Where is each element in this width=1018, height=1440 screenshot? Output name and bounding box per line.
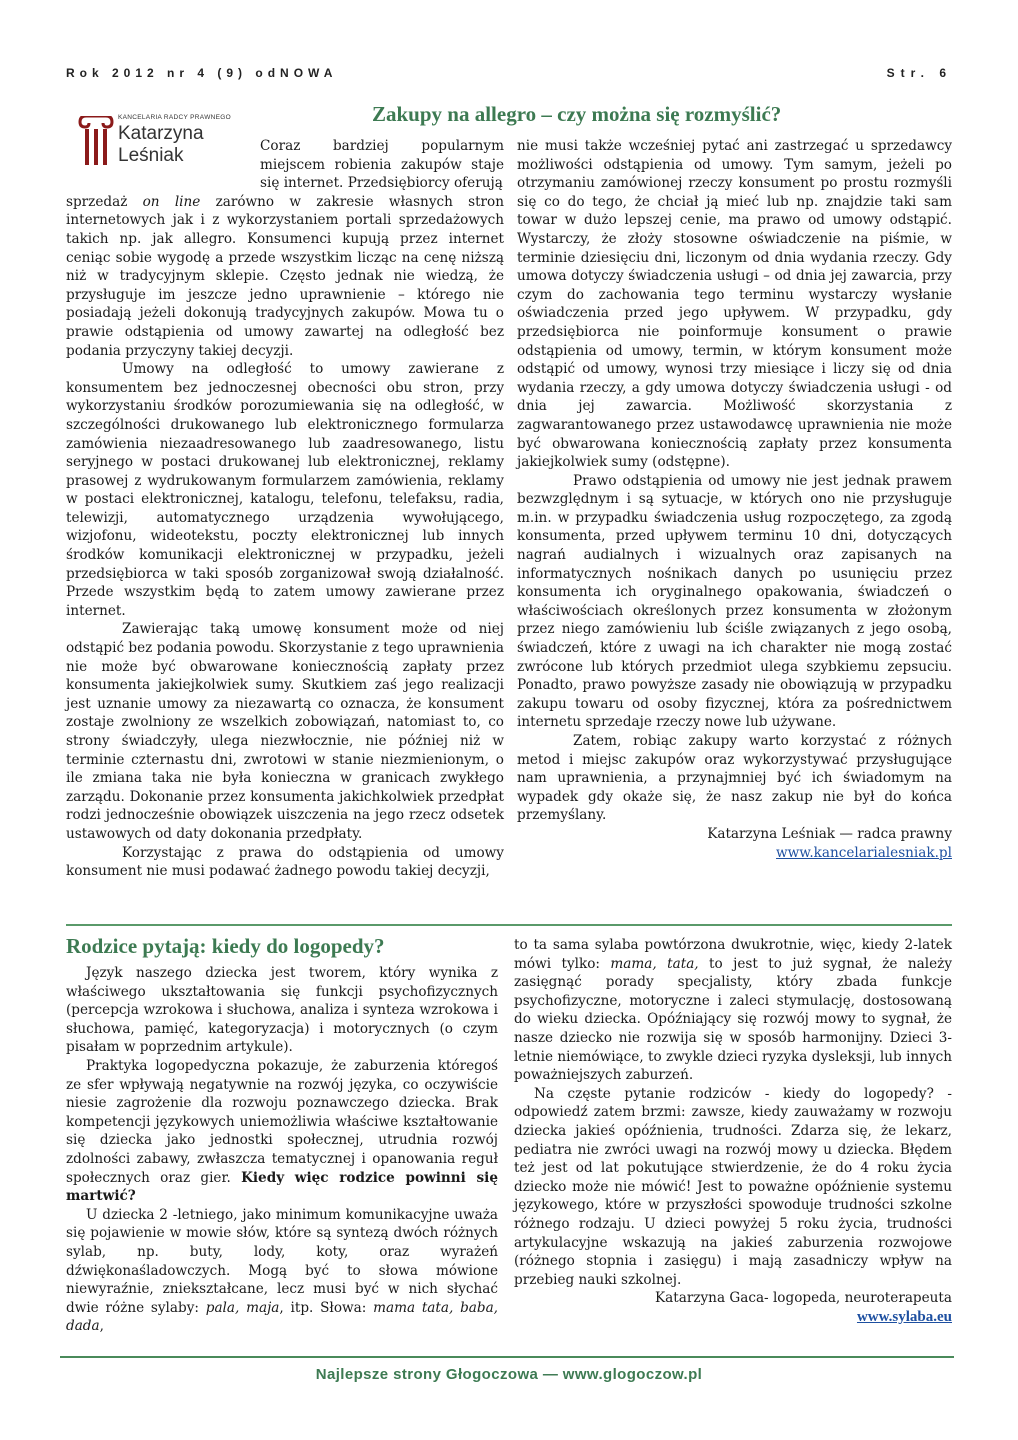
article1-right-p3: Zatem, robiąc zakupy warto korzystać z różnych metod i miejsc zakupów oraz wykorzystywać przysługujące nam uprawnienia, a przynajmniej być ich świadomym na wypadek gdy okaże się, że nasz zakup nie był do końca przemyślany. xyxy=(517,733,952,824)
article1-signature: Katarzyna Leśniak — radca prawny xyxy=(707,825,952,842)
article2-right-col xyxy=(514,936,952,1326)
article2-signature: Katarzyna Gaca- logopeda, neuroterapeuta xyxy=(655,1290,952,1307)
footer-rule xyxy=(60,1356,954,1358)
article2-right-p2: Na częste pytanie rodziców - kiedy do logopedy? - odpowiedź zatem brzmi: zawsze, kiedy zauważamy w rozwoju dziecka jakieś opóźnienia, trudności. Zdarza się, że lekarz, pediatra nie zwróci uwagi na rozwój mowy u dziecka. Błędem też jest od lat pokutujące stwierdzenie, że do 4 roku życia dziecko może nie mówić! Jest to poważne opóźnienie systemu językowego, które w przyszłości spowoduje trudności szkolne różnego rodzaju. U dzieci powyżej 5 roku życia, trudności artykulacyjne wskazują na jakieś zaburzenia rozwojowe (różnego stopnia i zasięgu) i mają zasadniczy wpływ na przebieg nauki szkolnej. xyxy=(514,1085,952,1288)
article2-right-p1: to ta sama sylaba powtórzona dwukrotnie, więc, kiedy 2-latek mówi tylko: mama, tata, to jest to już sygnał, że należy zasięgnąć porady specjalisty, który zbada funkcje psychofizyczne, motoryczne i zaleci stymulację, dostosowaną do wieku dziecka. Opóźniający się rozwój mowy to sygnał, że nasze dziecko nie rozwija się w sposób harmonijny. Dzieci 3-letnie niemówiące, to zwykle dzieci ryzyka dysleksji, lub innych poważniejszych zaburzeń. xyxy=(514,937,952,1084)
article2-p1: Język naszego dziecka jest tworem, który wynika z właściwego ukształtowania się funkcji psychofizycznych (percepcja wzrokowa i słuchowa, analiza i synteza wzrokowa i słuchowa, pamięć, kategoryzacja) i motorycznych (o czym pisałam w poprzednim artykule). xyxy=(66,965,498,1056)
article1-left-col xyxy=(66,137,504,881)
article2-title: Rodzice pytają: kiedy do logopedy? xyxy=(66,934,385,958)
article1-p2: Umowy na odległość to umowy zawierane z konsumentem bez jednoczesnej obecności obu stron, przy wykorzystaniu środków porozumiewania się na odległość, w szczególności drukowanego lub elektronicznego formularza zamówienia niezaadresowanego lub zaadresowanego, listu seryjnego w postaci drukowanej lub elektronicznej, reklamy prasowej z wydrukowanym formularzem zamówienia, reklamy w postaci elektronicznej, katalogu, telefonu, telefaksu, radia, telewizji, automatycznego urządzenia wywołującego, wizjofonu, wideotekstu, poczty elektronicznej lub innych środków komunikacji elektronicznej w przypadku, jeżeli przedsiębiorca w taki sposób zorganizował swoją działalność. Przede wszystkim będą to zatem umowy zawierane przez internet. xyxy=(66,361,504,619)
logo-name-first: Katarzyna xyxy=(118,123,204,144)
logo-name-last: Leśniak xyxy=(118,145,184,166)
header-issue: Rok 2012 nr 4 (9) odNOWA xyxy=(66,66,338,80)
article1-right-col xyxy=(517,137,952,862)
logo-subtitle: KANCELARIA RADCY PRAWNEGO xyxy=(118,114,231,121)
article1-right-p1: nie musi także wcześniej pytać ani zastrzegać u sprzedawcy możliwości odstąpienia od umowy. Tym samym, jeżeli po otrzymaniu zamówionej rzeczy konsument po prostu rozmyśli się co do tego, że chciał ją mieć lub np. znajdzie taki sam towar w dużo lepszej cenie, ma prawo od umowy odstąpić. Wystarczy, że złoży stosowne oświadczenie na piśmie, w terminie dziesięciu dni, liczonym od dnia wydania rzeczy. Gdy umowa dotyczy świadczenia usługi – od dnia jej zawarcia, przy czym do zachowania tego terminu wystarczy wysłanie oświadczenia przed jego upływem. W przypadku, gdy przedsiębiorca nie poinformuje konsument o prawie odstąpienia od umowy, termin, w którym konsument może odstąpić od umowy, wynosi trzy miesiące i liczy się od dnia wydania rzeczy, a gdy umowa dotyczy świadczenia usługi - od dnia jej zawarcia. Możliwość skorzystania z zagwarantowanego przez ustawodawcę uprawnienia nie może być obwarowana koniecznością zapłaty przez konsumenta jakiejkolwiek sumy (odstępne). xyxy=(517,138,952,471)
article1-link-wrap xyxy=(517,844,952,863)
article1-p1a: Coraz bardziej popularnym miejscem robienia zakupów staje się internet. Przedsiębiorcy oferują xyxy=(260,138,504,192)
sylaba-link[interactable]: www.sylaba.eu xyxy=(856,1308,952,1325)
article1-title: Zakupy na allegro – czy można się rozmyślić? xyxy=(372,102,782,126)
article2-question: Kiedy więc rodzice powinni się martwić? xyxy=(66,1169,498,1205)
article1-p1b: sprzedaż on line zarówno w zakresie własnych stron internetowych jak i z wykorzystaniem portali sprzedażowych takich np. jak allegro. Konsumenci kupują przez internet ceniąc sobie wygodę a przede wszystkim licząc na cenę niższą niż w tradycyjnym sklepie. Często jednak nie wiedzą, że przysługuje im jeszcze jedno uprawnienie – którego nie posiadają jeżeli dokonują tradycyjnych zakupów. Mowa tu o prawie odstąpienia od umowy zawartej na odległość bez podania przyczyny takiej decyzji. xyxy=(66,193,504,359)
article-divider xyxy=(66,924,952,926)
article1-intro-wrap xyxy=(260,137,504,193)
footer-text: Najlepsze strony Głogoczowa — www.glogoczow.pl xyxy=(315,1366,703,1383)
kancelaria-link[interactable]: www.kancelarialesniak.pl xyxy=(776,844,952,861)
article2-left-col xyxy=(66,964,498,1336)
article2-link-wrap xyxy=(514,1308,952,1327)
article1-p4: Korzystając z prawa do odstąpienia od umowy konsument nie musi podawać żadnego powodu takiej decyzji, xyxy=(66,844,504,880)
article1-p3: Zawierając taką umowę konsument może od niej odstąpić bez podania powodu. Skorzystanie z tego uprawnienia nie może być obwarowane koniecznością zapłaty przez konsumenta jakiejkolwiek sumy. Skutkiem zaś jego realizacji jest uznanie umowy za niezawartą co oznacza, że konsument zostaje zwolniony ze wszelkich zobowiązań, natomiast to, co strony świadczyły, ulega niezwłocznie, nie później niż w terminie czternastu dni, zwrotowi w stanie niezmienionym, o ile zmiana taka nie była konieczna w granicach zwykłego zarządu. Dokonanie przez konsumenta jakichkolwiek przedpłat rodzi jednocześnie obowiązek uiszczenia na jego rzecz odsetek ustawowych od daty dokonania przedpłaty. xyxy=(66,621,505,842)
article1-right-p2: Prawo odstąpienia od umowy nie jest jednak prawem bezwzględnym i są sytuacje, w których ono nie przysługuje m.in. w przypadku świadczenia usług rozpoczętego, za zgodą konsumenta, przed upływem terminu 10 dni, dotyczących nagrań audialnych i wizualnych oraz zapisanych na informatycznych nośnikach danych po usunięciu przez konsumenta ich oryginalnego opakowania, świadczeń o właściwościach określonych przez konsumenta w złożonym przez niego zamówieniu lub ściśle związanych z jego osobą, świadczeń, które z uwagi na ich charakter nie mogą zostać zwrócone lub których przedmiot ulega szybkiemu zepsuciu. Ponadto, prawo powyższe zasady nie obowiązują w przypadku zakupu towaru od osoby fizycznej, która za pośrednictwem internetu sprzedaje rzeczy nowe lub używane. xyxy=(517,472,952,731)
article2-p3: U dziecka 2 -letniego, jako minimum komunikacyjne uważa się pojawienie w mowie słów, które są syntezą dwóch różnych sylab, np. buty, lody, koty, oraz wyrażeń dźwiękonaśladowczych. Mogą być to słowa mówione niewyraźnie, zniekształcane, lecz musi być w nich słychać dwie różne sylaby: pala, maja, itp. Słowa: mama tata, baba, dada, xyxy=(66,1206,498,1335)
article2-p2: Praktyka logopedyczna pokazuje, że zaburzenia któregoś ze sfer wpływają negatywnie na rozwój języka, co oczywiście niesie zagrożenie dla rozwoju poznawczego dziecka. Brak kompetencji językowych uniemożliwia właściwe kształtowanie się dziecka jako jednostki społecznej, utrudnia rozwój zdolności zabawy, zwłaszcza tematycznej i opanowania reguł społecznych oraz gier. Kiedy więc rodzice powinni się martwić? xyxy=(66,1057,498,1205)
header-page-number: Str. 6 xyxy=(886,66,952,80)
